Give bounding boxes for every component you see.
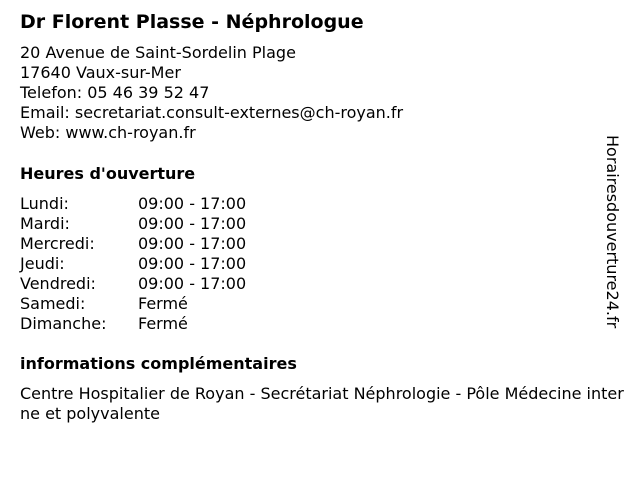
opening-hours-table — [20, 194, 246, 334]
address-line-2: 17640 Vaux-sur-Mer — [20, 63, 181, 82]
opening-hours-heading: Heures d'ouverture — [20, 164, 196, 183]
hours-row — [20, 294, 246, 314]
page-title: Dr Florent Plasse - Néphrologue — [20, 11, 364, 33]
hours-value: 09:00 - 17:00 — [138, 254, 247, 273]
hours-row — [20, 194, 246, 214]
contact-block — [20, 43, 403, 143]
hours-value: 09:00 - 17:00 — [138, 274, 247, 293]
phone-number: Telefon: 05 46 39 52 47 — [20, 83, 210, 102]
hours-value: 09:00 - 17:00 — [138, 214, 247, 233]
day-label: Dimanche: — [20, 314, 107, 333]
hours-row — [20, 234, 246, 254]
hours-row — [20, 314, 246, 334]
address-line-1: 20 Avenue de Saint-Sordelin Plage — [20, 43, 296, 62]
site-brand-vertical: Horairesdouverture24.fr — [603, 135, 622, 329]
day-label: Mardi: — [20, 214, 70, 233]
day-label: Mercredi: — [20, 234, 95, 253]
day-label: Samedi: — [20, 294, 86, 313]
hours-row — [20, 274, 246, 294]
hours-value: 09:00 - 17:00 — [138, 234, 247, 253]
hours-value: Fermé — [138, 314, 188, 333]
website: Web: www.ch-royan.fr — [20, 123, 196, 142]
additional-info-text: Centre Hospitalier de Royan - Secrétariat Néphrologie - Pôle Médecine interne et polyvalente — [20, 384, 624, 423]
day-label: Vendredi: — [20, 274, 96, 293]
day-label: Jeudi: — [20, 254, 65, 273]
hours-row — [20, 254, 246, 274]
email-address: Email: secretariat.consult-externes@ch-royan.fr — [20, 103, 404, 122]
hours-row — [20, 214, 246, 234]
hours-value: Fermé — [138, 294, 188, 313]
hours-value: 09:00 - 17:00 — [138, 194, 247, 213]
day-label: Lundi: — [20, 194, 69, 213]
additional-info-heading: informations complémentaires — [20, 354, 297, 373]
